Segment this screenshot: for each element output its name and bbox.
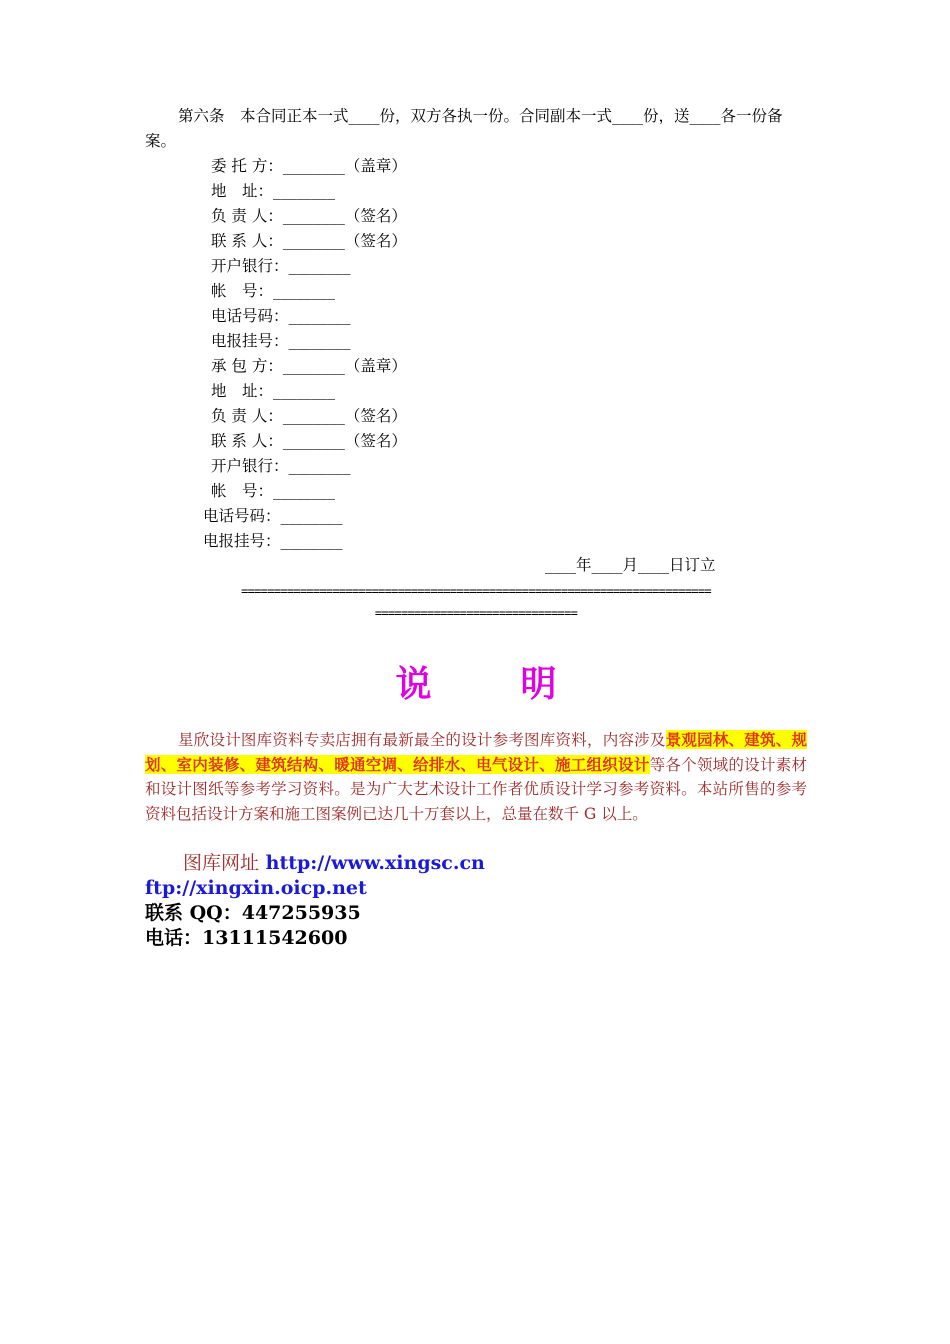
party-b-contact-person: 联 系 人：________（签名） xyxy=(211,432,407,450)
party-b-phone: 电话号码：________ xyxy=(203,507,343,525)
separator-line-2: =============================== xyxy=(374,606,578,620)
phone-label: 电话： xyxy=(145,927,203,949)
contract-date-line: ____年____月____日订立 xyxy=(545,556,716,574)
party-a-bank: 开户银行：________ xyxy=(211,257,351,275)
notice-title-left-char: 说 xyxy=(395,664,432,705)
phone-number: 13111542600 xyxy=(202,927,348,949)
article-six-paragraph: 第六条 本合同正本一式____份，双方各执一份。合同副本一式____份，送____各一份备案。 xyxy=(145,107,783,150)
notice-desc-rest: 等各个领域的设计素材和设计图纸等参考学习资料。是为广大艺术设计工作者优质设计学习参考资料。本站所售的参考资料包括设计方案和施工图案例已达几十万套以上，总量在数千 G 以上。 xyxy=(145,755,807,823)
party-a-phone: 电话号码：________ xyxy=(211,307,351,325)
notice-desc-highlight: 景观园林、建筑、规划、室内装修、建筑结构、暖通空调、给排水、电气设计、施工组织设计 xyxy=(145,730,807,774)
party-a-telegraph: 电报挂号：________ xyxy=(211,332,351,350)
qq-number: 447255935 xyxy=(241,902,361,924)
party-b-bank: 开户银行：________ xyxy=(211,457,351,475)
separator-line-1: ======================================================================== xyxy=(241,584,711,598)
party-a-address: 地 址：________ xyxy=(211,182,336,200)
qq-contact-line xyxy=(145,901,361,926)
party-b-account: 帐 号：________ xyxy=(211,482,336,500)
notice-title-right-char: 明 xyxy=(520,664,557,705)
party-b-address: 地 址：________ xyxy=(211,382,336,400)
notice-title xyxy=(145,656,807,707)
gallery-site-link[interactable]: http://www.xingsc.cn xyxy=(265,852,485,874)
notice-description xyxy=(145,728,807,826)
qq-label: 联系 QQ： xyxy=(145,902,242,924)
party-a-entrusting-party: 委 托 方：________（盖章） xyxy=(211,157,407,175)
phone-contact-line xyxy=(145,926,347,951)
gallery-site-label: 图库网址 xyxy=(183,852,260,874)
party-b-telegraph: 电报挂号：________ xyxy=(203,532,343,550)
ftp-link[interactable]: ftp://xingxin.oicp.net xyxy=(145,877,367,899)
gallery-site-line xyxy=(183,851,485,876)
party-a-person-in-charge: 负 责 人：________（签名） xyxy=(211,207,407,225)
party-a-account: 帐 号：________ xyxy=(211,282,336,300)
party-a-contact-person: 联 系 人：________（签名） xyxy=(211,232,407,250)
party-b-person-in-charge: 负 责 人：________（签名） xyxy=(211,407,407,425)
party-b-contractor: 承 包 方：________（盖章） xyxy=(211,357,407,375)
notice-desc-intro: 星欣设计图库资料专卖店拥有最新最全的设计参考图库资料，内容涉及 xyxy=(178,731,666,749)
